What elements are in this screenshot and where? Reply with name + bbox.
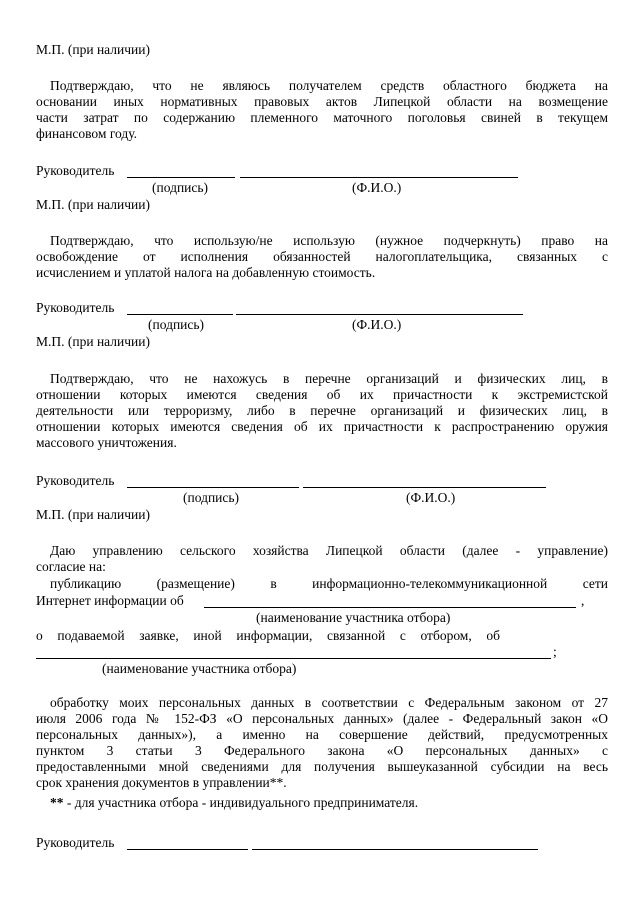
text-line: публикацию (размещение) в информационно-телекоммуникационной сети bbox=[50, 576, 608, 591]
text-line: пунктом 3 статьи 3 Федерального закона «О персональных данных» с bbox=[36, 743, 608, 758]
signature-line[interactable] bbox=[127, 849, 248, 850]
fio-caption: (Ф.И.О.) bbox=[352, 317, 402, 332]
text-line: о подаваемой заявке, иной информации, связанной с отбором, об bbox=[36, 628, 500, 643]
stamp-label: М.П. (при наличии) bbox=[36, 334, 150, 349]
fio-line[interactable] bbox=[240, 177, 518, 178]
consent-publication bbox=[50, 576, 608, 592]
text-line: Подтверждаю, что использую/не использую (нужное подчеркнуть) право на bbox=[50, 233, 608, 248]
text-line: исчислением и уплатой налога на добавленную стоимость. bbox=[36, 265, 376, 280]
text-line: Даю управлению сельского хозяйства Липецкой области (далее - управление) bbox=[50, 543, 608, 558]
internet-prefix: Интернет информации об bbox=[36, 593, 184, 608]
text-line: согласие на: bbox=[36, 559, 106, 574]
stamp-label: М.П. (при наличии) bbox=[36, 42, 150, 57]
head-label: Руководитель bbox=[36, 473, 115, 488]
text-line: основании иных нормативных правовых актов Липецкой области на возмещение bbox=[36, 94, 608, 109]
text-line: отношении которых имеются сведения об их причастности к экстремистской bbox=[36, 387, 608, 402]
text-line: срок хранения документов в управлении**. bbox=[36, 775, 287, 790]
participant-name-line[interactable] bbox=[204, 607, 576, 608]
footnote-text: - для участника отбора - индивидуального предпринимателя. bbox=[63, 795, 419, 810]
text-line: Подтверждаю, что не нахожусь в перечне организаций и физических лиц, в bbox=[50, 371, 608, 386]
stamp-label: М.П. (при наличии) bbox=[36, 197, 150, 212]
head-label: Руководитель bbox=[36, 163, 115, 178]
consent-processing bbox=[36, 695, 608, 791]
signature-line[interactable] bbox=[127, 487, 299, 488]
participant-name-line[interactable] bbox=[36, 658, 551, 659]
participant-caption: (наименование участника отбора) bbox=[256, 610, 451, 625]
consent-about bbox=[36, 628, 500, 644]
text-line: Подтверждаю, что не являюсь получателем средств областного бюджета на bbox=[50, 78, 608, 93]
semicolon: ; bbox=[553, 644, 557, 659]
text-line: финансовом году. bbox=[36, 126, 138, 141]
text-line: массового уничтожения. bbox=[36, 435, 177, 450]
text-line: июля 2006 года № 152-ФЗ «О персональных данных» (далее - Федеральный закон «О bbox=[36, 711, 608, 726]
text-line: освобождение от исполнения обязанностей налогоплательщика, связанных с bbox=[36, 249, 608, 264]
comma: , bbox=[581, 593, 585, 608]
confirmation-budget bbox=[36, 78, 608, 142]
text-line: предоставленными мной сведениями для получения вышеуказанной субсидии на весь bbox=[36, 759, 608, 774]
text-line: деятельности или терроризму, либо в перечне организаций и физических лиц, в bbox=[36, 403, 608, 418]
signature-line[interactable] bbox=[127, 314, 233, 315]
consent-intro bbox=[36, 543, 608, 575]
confirmation-vat bbox=[36, 233, 608, 281]
head-label: Руководитель bbox=[36, 300, 115, 315]
stamp-label: М.П. (при наличии) bbox=[36, 507, 150, 522]
signature-caption: (подпись) bbox=[152, 180, 209, 195]
signature-line[interactable] bbox=[127, 177, 235, 178]
signature-caption: (подпись) bbox=[183, 490, 240, 505]
text-line: отношении которых имеются сведения об их причастности к распространению оружия bbox=[36, 419, 608, 434]
head-label: Руководитель bbox=[36, 835, 115, 850]
footnote bbox=[50, 795, 418, 811]
participant-caption: (наименование участника отбора) bbox=[102, 661, 297, 676]
signature-caption: (подпись) bbox=[148, 317, 205, 332]
fio-caption: (Ф.И.О.) bbox=[406, 490, 456, 505]
fio-caption: (Ф.И.О.) bbox=[352, 180, 402, 195]
fio-line[interactable] bbox=[252, 849, 538, 850]
text-line: части затрат по содержанию племенного маточного поголовья свиней в текущем bbox=[36, 110, 608, 125]
fio-line[interactable] bbox=[236, 314, 523, 315]
text-line: обработку моих персональных данных в соответствии с Федеральным законом от 27 bbox=[50, 695, 608, 710]
footnote-mark: ** bbox=[50, 795, 64, 810]
fio-line[interactable] bbox=[303, 487, 546, 488]
text-line: персональных данных»), а именно на совершение действий, предусмотренных bbox=[36, 727, 608, 742]
confirmation-extremism bbox=[36, 371, 608, 451]
